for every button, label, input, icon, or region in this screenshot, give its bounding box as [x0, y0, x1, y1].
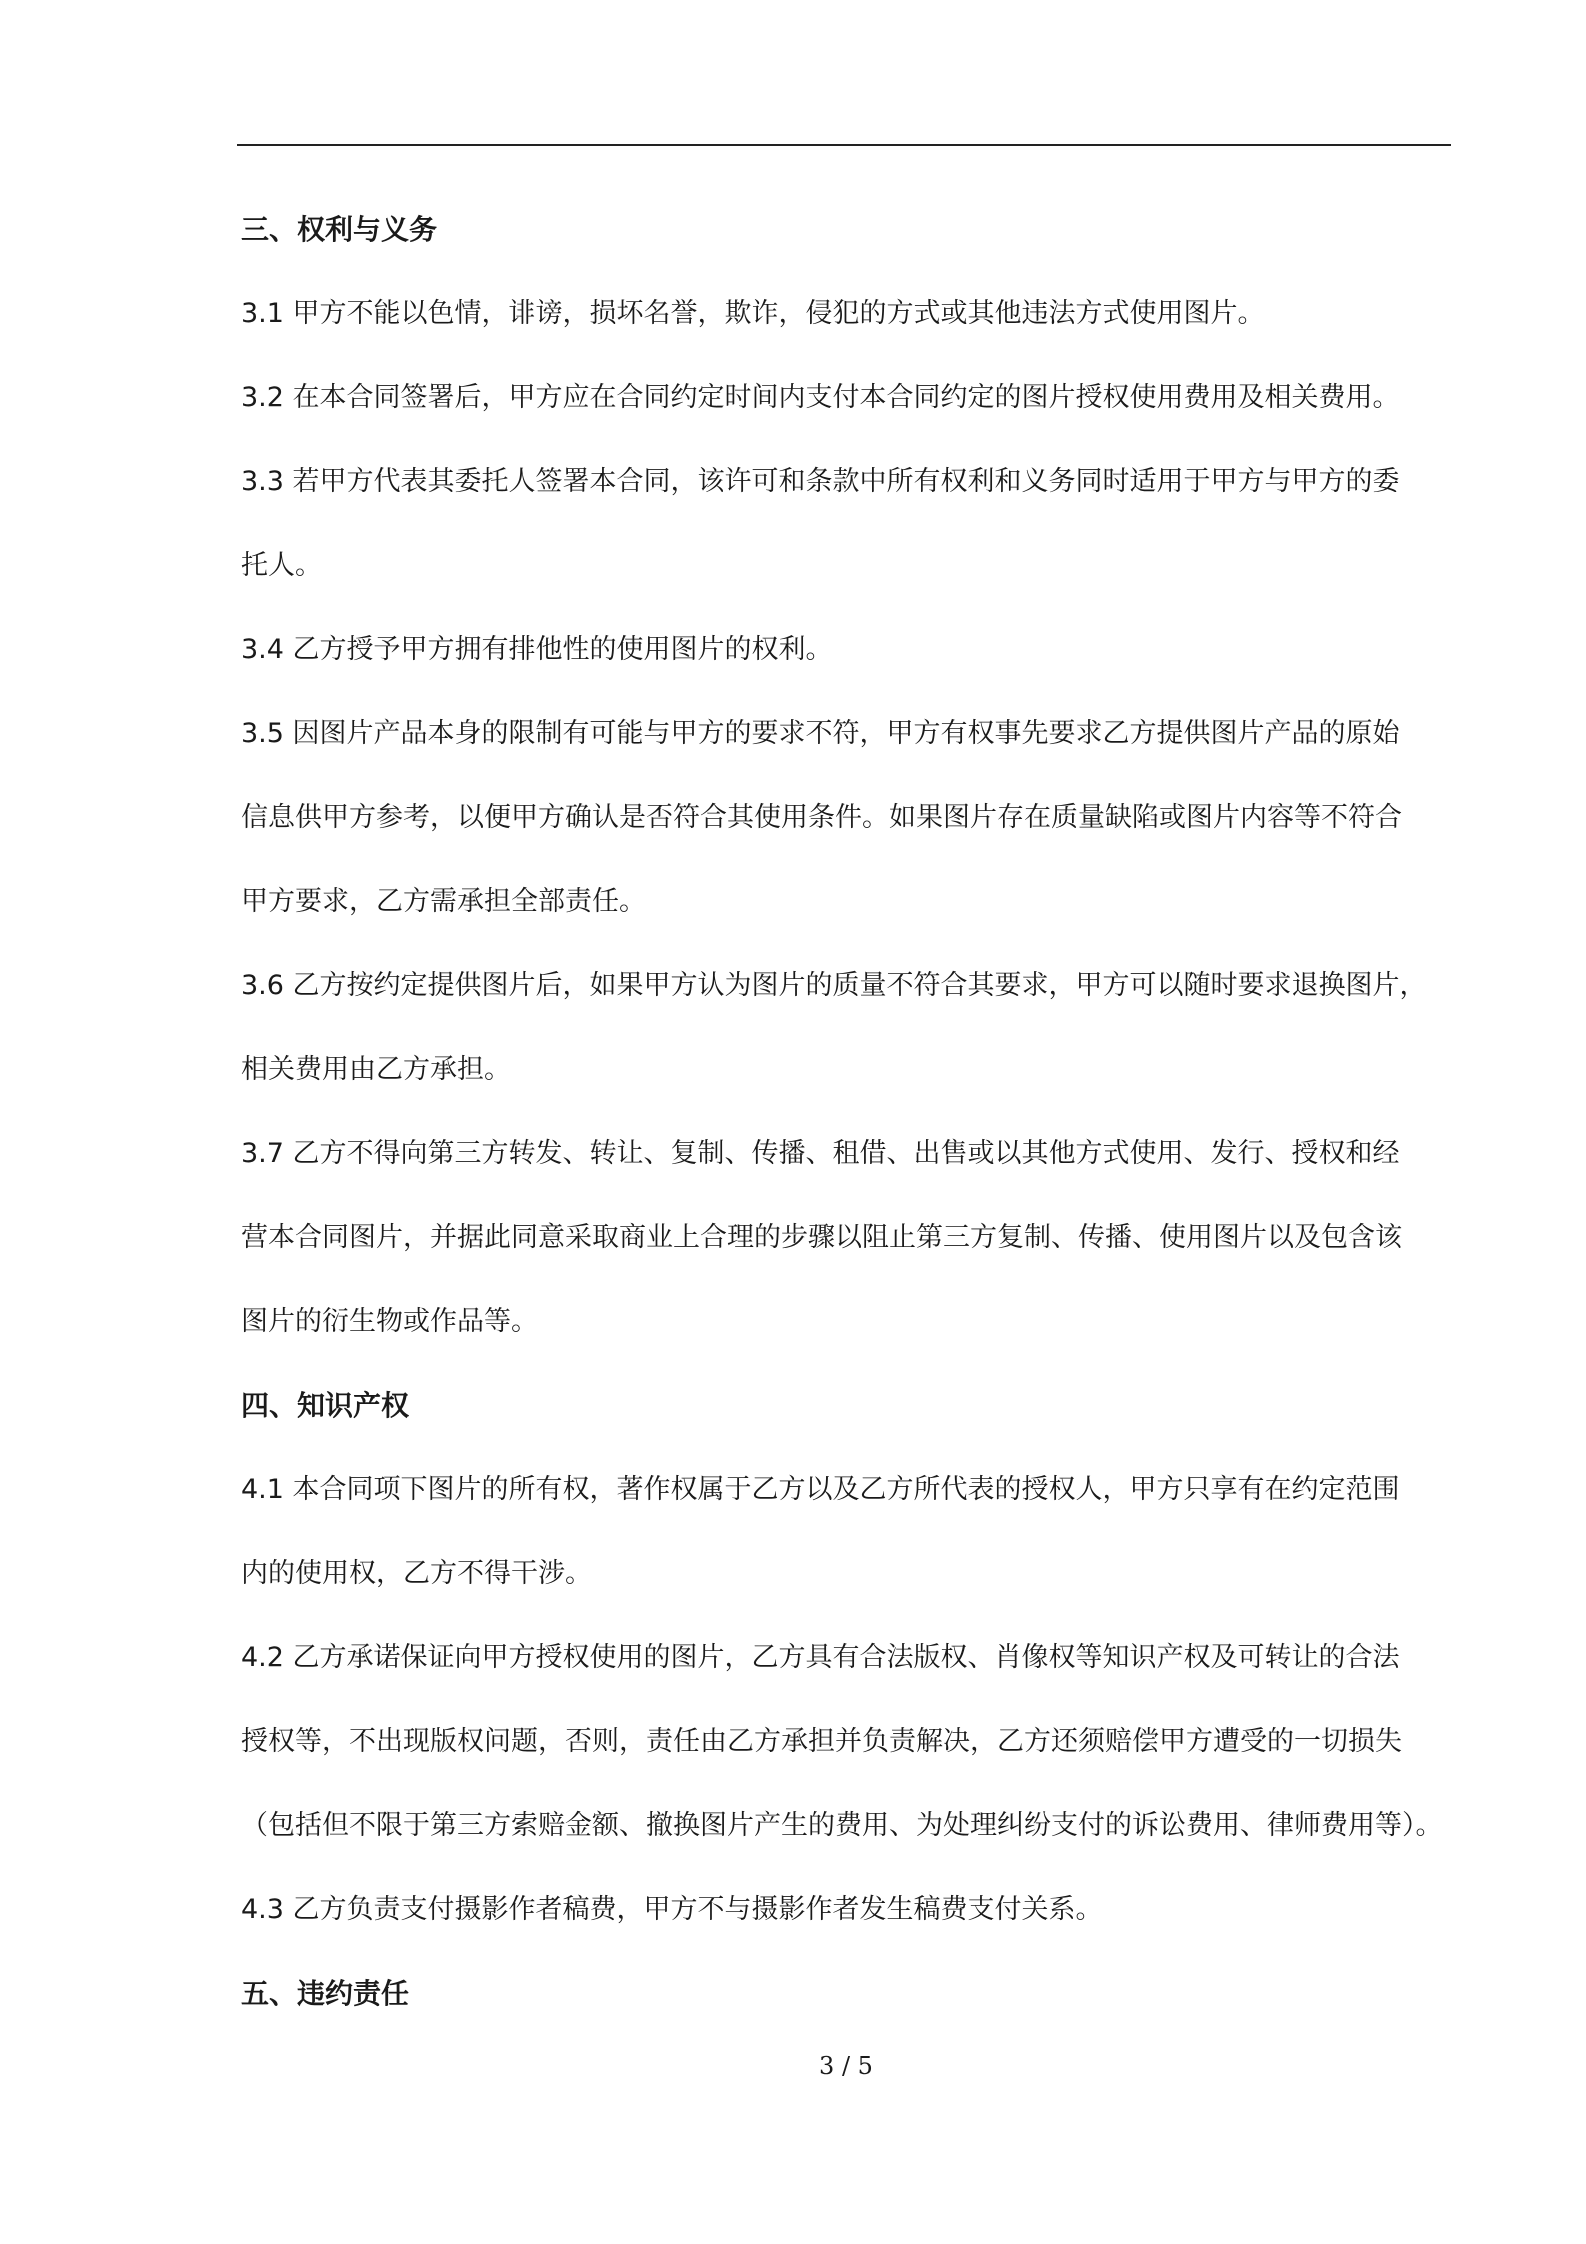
clause-line: 4.2 乙方承诺保证向甲方授权使用的图片，乙方具有合法版权、肖像权等知识产权及可转让的合法 [241, 1642, 1400, 1673]
clause-3-4 [241, 620, 1453, 704]
clause-line: 4.3 乙方负责支付摄影作者稿费，甲方不与摄影作者发生稿费支付关系。 [241, 1894, 1103, 1925]
document-body [241, 200, 1453, 2048]
page-number: 3 / 5 [819, 2052, 873, 2080]
clause-line: 相关费用由乙方承担。 [241, 1054, 511, 1085]
clause-3-3 [241, 452, 1453, 620]
clause-line: 4.1 本合同项下图片的所有权，著作权属于乙方以及乙方所代表的授权人，甲方只享有在约定范围 [241, 1474, 1400, 1505]
clause-3-5 [241, 704, 1453, 956]
header-divider [237, 144, 1451, 146]
clause-3-7 [241, 1124, 1453, 1376]
clause-4-1 [241, 1460, 1453, 1628]
clause-line: 3.7 乙方不得向第三方转发、转让、复制、传播、租借、出售或以其他方式使用、发行、授权和经 [241, 1138, 1400, 1169]
clause-line: 3.5 因图片产品本身的限制有可能与甲方的要求不符，甲方有权事先要求乙方提供图片产品的原始 [241, 718, 1400, 749]
clause-line: 甲方要求，乙方需承担全部责任。 [241, 886, 646, 917]
clause-line: 授权等，不出现版权问题，否则，责任由乙方承担并负责解决，乙方还须赔偿甲方遭受的一切损失 [241, 1726, 1402, 1757]
clause-line: 3.1 甲方不能以色情，诽谤，损坏名誉，欺诈，侵犯的方式或其他违法方式使用图片。 [241, 298, 1265, 329]
clause-line: 内的使用权，乙方不得干涉。 [241, 1558, 592, 1589]
clause-line: 3.2 在本合同签署后，甲方应在合同约定时间内支付本合同约定的图片授权使用费用及相关费用。 [241, 382, 1400, 413]
clause-line: 3.6 乙方按约定提供图片后，如果甲方认为图片的质量不符合其要求，甲方可以随时要求退换图片， [241, 970, 1427, 1001]
clause-line: 信息供甲方参考，以便甲方确认是否符合其使用条件。如果图片存在质量缺陷或图片内容等不符合 [241, 802, 1402, 833]
clause-line: 营本合同图片，并据此同意采取商业上合理的步骤以阻止第三方复制、传播、使用图片以及包含该 [241, 1222, 1402, 1253]
clause-3-2 [241, 368, 1453, 452]
clause-line: 图片的衍生物或作品等。 [241, 1306, 538, 1337]
clause-line: 3.3 若甲方代表其委托人签署本合同，该许可和条款中所有权利和义务同时适用于甲方与甲方的委 [241, 466, 1400, 497]
clause-4-3 [241, 1880, 1453, 1964]
clause-line: （包括但不限于第三方索赔金额、撤换图片产生的费用、为处理纠纷支付的诉讼费用、律师费用等）。 [241, 1810, 1443, 1841]
clause-line: 3.4 乙方授予甲方拥有排他性的使用图片的权利。 [241, 634, 833, 665]
section-heading-rights-obligations: 三、权利与义务 [241, 213, 438, 246]
clause-line: 托人。 [241, 550, 322, 581]
section-heading-intellectual-property: 四、知识产权 [241, 1389, 410, 1422]
clause-4-2 [241, 1628, 1453, 1880]
clause-3-1 [241, 284, 1453, 368]
section-heading-breach-liability: 五、违约责任 [241, 1977, 410, 2010]
clause-3-6 [241, 956, 1453, 1124]
